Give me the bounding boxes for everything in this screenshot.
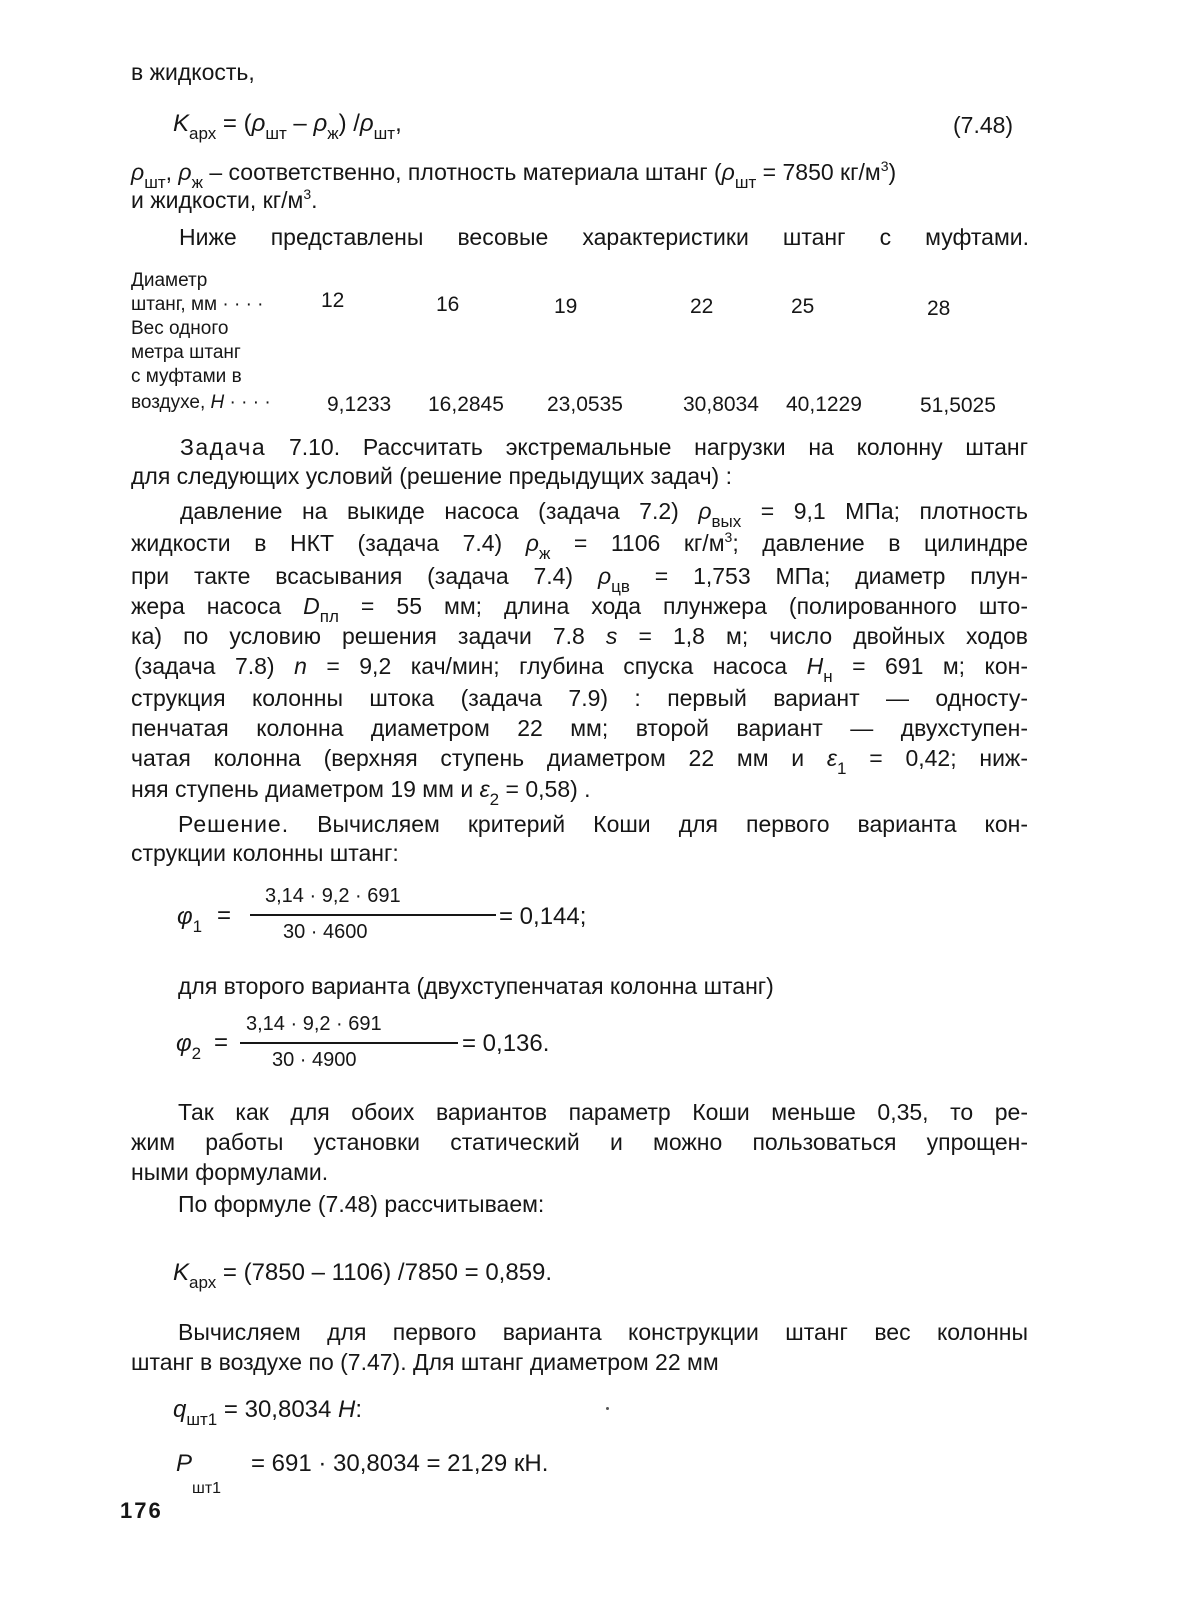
- fraction-bar: [240, 1042, 458, 1044]
- weight-label-3: с муфтами в: [131, 366, 242, 387]
- weight-cell: 51,5025: [920, 394, 996, 417]
- fraction-bar: [250, 914, 496, 916]
- phi2-numerator: 3,14 · 9,2 · 691: [246, 1013, 382, 1035]
- solution-line-1: Решение. Вычисляем критерий Коши для первого варианта кон-: [178, 811, 1028, 837]
- scan-speck: [606, 1407, 609, 1410]
- weight-cell: 30,8034: [683, 393, 759, 416]
- task-line-10: пенчатая колонна диаметром 22 мм; второй вариант — двухступен-: [131, 715, 1028, 741]
- equation-number: (7.48): [953, 112, 1014, 138]
- phi1-denominator: 30 · 4600: [283, 921, 368, 943]
- task-line-2: для следующих условий (решение предыдущих задач) :: [131, 463, 732, 489]
- diameter-cell: 19: [554, 295, 578, 318]
- conclusion-line-2: жим работы установки статический и можно пользоваться упрощен-: [131, 1129, 1028, 1155]
- phi1-fraction: [250, 885, 496, 949]
- phi2-denominator: 30 · 4900: [272, 1049, 357, 1071]
- phi2-equals: =: [214, 1029, 229, 1056]
- page-number: 176: [120, 1498, 163, 1523]
- phi1-symbol: $\varphi_1$: [177, 903, 203, 936]
- task-line-4: жидкости в НКТ (задача 7.4) $\rho_ж = 1106$ $кг/м^3$; давление в цилиндре: [131, 529, 1029, 563]
- task-line-8: (задача 7.8) n = 9,2 кач/мин; глубина спуска насоса $H_н = 691$ м; кон-: [134, 653, 1029, 686]
- phi1-equals: =: [217, 902, 232, 929]
- diameter-cell: 12: [321, 289, 345, 312]
- intro-text: в жидкость,: [131, 59, 255, 85]
- task-line-5: при такте всасывания (задача 7.4) $\rho_{цв} = 1,753$ МПа; диаметр плун-: [131, 563, 1029, 596]
- weight-cell: 9,1233: [327, 393, 392, 416]
- phi2-symbol: $\varphi_2$: [176, 1030, 202, 1063]
- weight-table: [131, 268, 1031, 418]
- phi1-numerator: 3,14 · 9,2 · 691: [265, 885, 401, 907]
- task-line-7: ка) по условию решения задачи 7.8 s = 1,8 м; число двойных ходов: [131, 623, 1028, 649]
- phi2-fraction: [240, 1013, 458, 1077]
- weight-calc-line-1: Вычисляем для первого варианта конструкции штанг вес колонны: [178, 1319, 1028, 1345]
- definitions-line-2: и жидкости, $кг/м^3$.: [131, 186, 318, 213]
- diameter-cell: 22: [690, 295, 714, 318]
- task-line-3: давление на выкиде насоса (задача 7.2) $\rho_{вых} = 9,1$ МПа; плотность: [180, 498, 1029, 531]
- phi2-result: = 0,136.: [462, 1030, 550, 1057]
- weight-cell: 40,1229: [786, 393, 862, 416]
- phi1-result: = 0,144;: [499, 903, 587, 930]
- second-variant-text: для второго варианта (двухступенчатая колонна штанг): [178, 973, 774, 999]
- weight-label-2: метра штанг: [131, 342, 241, 363]
- definitions-line-1: $\rho_{шт}$, $\rho_ж$ – соответственно, плотность материала штанг ($\rho_{шт} = 7850$ $кг/м^3$): [131, 158, 897, 192]
- weight-label-4: воздухе, Н · · · ·: [131, 392, 271, 413]
- task-line-6: жера насоса $D_{пл} = 55$ мм; длина хода плунжера (полированного што-: [131, 593, 1028, 626]
- task-line-9: струкция колонны штока (задача 7.9) : первый вариант — односту-: [131, 685, 1028, 711]
- conclusion-line-4: По формуле (7.48) рассчитываем:: [178, 1191, 545, 1217]
- diameter-cell: 25: [791, 295, 815, 318]
- solution-line-2: струкции колонны штанг:: [131, 840, 399, 866]
- table-intro: Ниже представлены весовые характеристики штанг с муфтами.: [179, 224, 1029, 250]
- conclusion-line-1: Так как для обоих вариантов параметр Коши меньше 0,35, то ре-: [178, 1099, 1028, 1125]
- q-equation: $q_{шт1} = 30,8034$ Н:: [173, 1396, 363, 1429]
- p-symbol: P: [176, 1450, 193, 1477]
- k-arch-calculation: $K_{арх} = (7850 - 1106) /7850 = 0,859$.: [173, 1259, 553, 1292]
- task-title: Задача 7.10. Рассчитать экстремальные нагрузки на колонну штанг: [180, 434, 1028, 460]
- weight-label-1: Вес одного: [131, 318, 229, 339]
- p-expression: = 691 · 30,8034 = 21,29 кН.: [251, 1450, 549, 1477]
- weight-calc-line-2: штанг в воздухе по (7.47). Для штанг диаметром 22 мм: [131, 1349, 719, 1375]
- task-line-12: няя ступень диаметром 19 мм и $\varepsilon_2 = 0,58$) .: [131, 776, 591, 809]
- equation-7-48: $K_{арх} = (\rho_{шт} - \rho_ж)$ $/\rho_{шт}$,: [173, 110, 402, 143]
- diameter-label-1: Диаметр: [131, 270, 208, 291]
- conclusion-line-3: ными формулами.: [131, 1159, 329, 1185]
- p-subscript: шт1: [192, 1480, 222, 1497]
- weight-cell: 23,0535: [547, 393, 623, 416]
- diameter-cell: 28: [927, 297, 951, 320]
- diameter-label-2: штанг, мм · · · ·: [131, 294, 264, 315]
- diameter-cell: 16: [436, 293, 460, 316]
- task-line-11: чатая колонна (верхняя ступень диаметром 22 мм и $\varepsilon_1 = 0,42$; ниж-: [131, 745, 1028, 778]
- weight-cell: 16,2845: [428, 393, 504, 416]
